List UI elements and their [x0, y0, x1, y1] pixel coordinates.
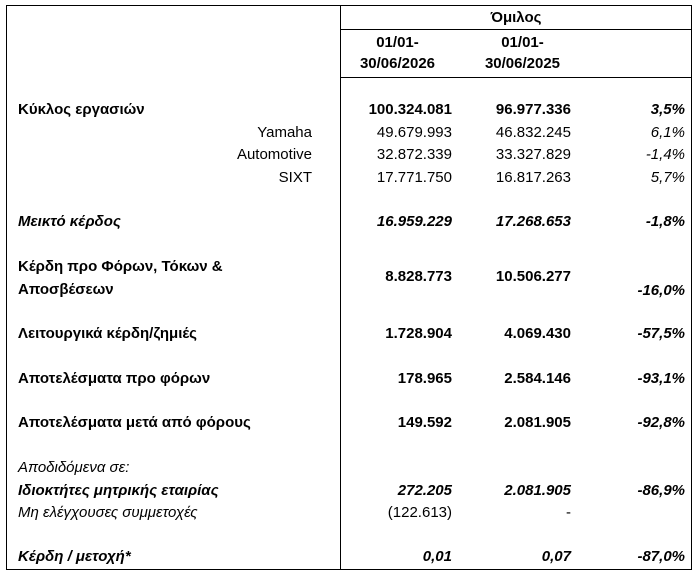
cell-automotive-2025: 33.327.829	[495, 146, 571, 163]
cell-revenue-pct: 3,5%	[650, 101, 685, 118]
cell-revenue-2026: 100.324.081	[368, 101, 452, 118]
period-2025-line2: 30/06/2025	[484, 55, 561, 72]
cell-sixt-pct: 5,7%	[650, 169, 685, 186]
cell-gross-profit-2026: 16.959.229	[376, 213, 452, 230]
cell-sixt-2025: 16.817.263	[495, 169, 571, 186]
row-label-ebitda-line2: Αποσβέσεων	[18, 281, 114, 298]
cell-eps-2026: 0,01	[422, 548, 452, 565]
cell-pretax-2025: 2.584.146	[504, 370, 571, 387]
cell-eps-pct: -87,0%	[637, 548, 685, 565]
period-2026-line1: 01/01-	[376, 34, 419, 51]
column-divider	[340, 5, 341, 570]
row-label-sixt: SIXT	[278, 169, 312, 186]
cell-operating-2025: 4.069.430	[504, 325, 571, 342]
cell-eps-2025: 0,07	[541, 548, 571, 565]
row-label-gross-profit: Μεικτό κέρδος	[18, 213, 121, 230]
cell-gross-profit-2025: 17.268.653	[495, 213, 571, 230]
cell-parent-owners-2026: 272.205	[397, 482, 452, 499]
cell-minority-2026: (122.613)	[387, 504, 452, 521]
period-2025-line1: 01/01-	[501, 34, 544, 51]
cell-operating-pct: -57,5%	[637, 325, 685, 342]
cell-aftertax-2025: 2.081.905	[504, 414, 571, 431]
cell-minority-2025: -	[566, 504, 571, 521]
cell-automotive-2026: 32.872.339	[376, 146, 452, 163]
row-label-eps: Κέρδη / μετοχή*	[18, 548, 131, 565]
cell-ebitda-pct: -16,0%	[637, 282, 685, 299]
cell-gross-profit-pct: -1,8%	[645, 213, 685, 230]
period-2026-line2: 30/06/2026	[359, 55, 436, 72]
cell-pretax-pct: -93,1%	[637, 370, 685, 387]
cell-automotive-pct: -1,4%	[645, 146, 685, 163]
cell-parent-owners-2025: 2.081.905	[504, 482, 571, 499]
row-label-attributable: Αποδιδόμενα σε:	[18, 459, 130, 476]
cell-aftertax-pct: -92,8%	[637, 414, 685, 431]
cell-pretax-2026: 178.965	[397, 370, 452, 387]
row-label-operating: Λειτουργικά κέρδη/ζημιές	[18, 325, 197, 342]
header-divider-top	[340, 29, 692, 30]
row-label-revenue: Κύκλος εργασιών	[18, 101, 145, 118]
cell-yamaha-2026: 49.679.993	[376, 124, 452, 141]
cell-parent-owners-pct: -86,9%	[637, 482, 685, 499]
cell-aftertax-2026: 149.592	[397, 414, 452, 431]
cell-sixt-2026: 17.771.750	[376, 169, 452, 186]
row-label-parent-owners: Ιδιοκτήτες μητρικής εταιρίας	[18, 482, 219, 499]
cell-operating-2026: 1.728.904	[385, 325, 452, 342]
row-label-aftertax: Αποτελέσματα μετά από φόρους	[18, 414, 251, 431]
cell-ebitda-2026: 8.828.773	[385, 268, 452, 285]
group-header: Όμιλος	[490, 9, 542, 26]
row-label-minority: Μη ελέγχουσες συμμετοχές	[18, 504, 198, 521]
cell-revenue-2025: 96.977.336	[495, 101, 571, 118]
cell-yamaha-2025: 46.832.245	[495, 124, 571, 141]
row-label-ebitda-line1: Κέρδη προ Φόρων, Τόκων &	[18, 258, 223, 275]
row-label-pretax: Αποτελέσματα προ φόρων	[18, 370, 211, 387]
cell-ebitda-2025: 10.506.277	[495, 268, 571, 285]
row-label-yamaha: Yamaha	[257, 124, 312, 141]
header-divider-bottom	[340, 77, 692, 78]
row-label-automotive: Automotive	[236, 146, 312, 163]
cell-yamaha-pct: 6,1%	[650, 124, 685, 141]
